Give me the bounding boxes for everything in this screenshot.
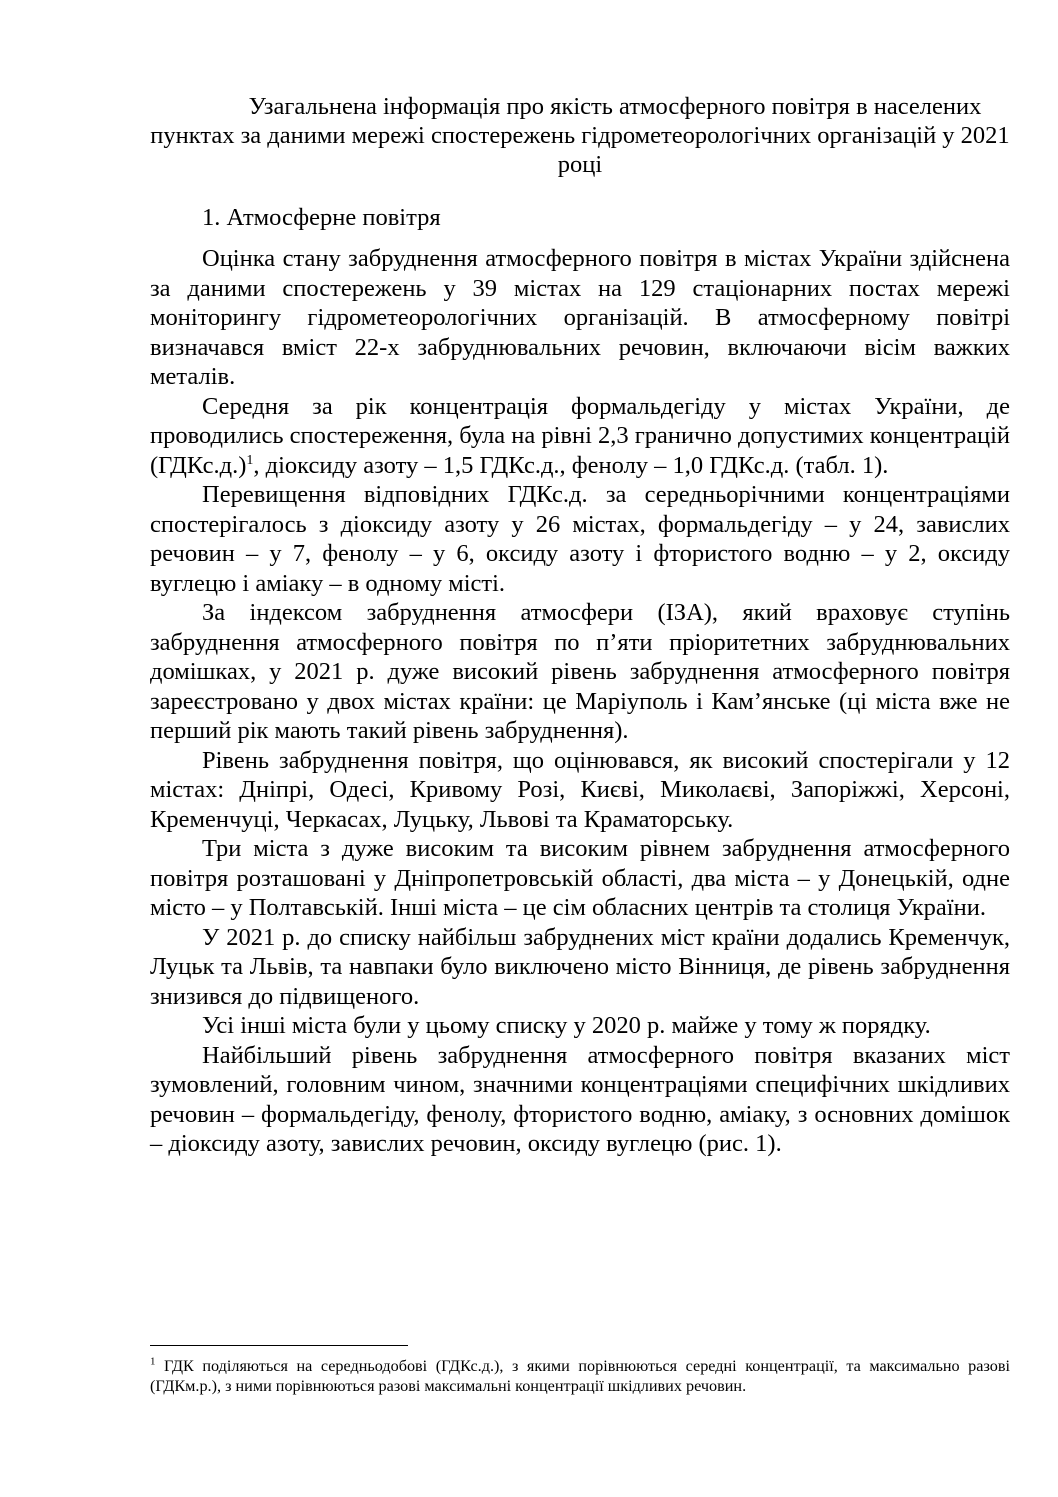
paragraph-with-footnote bbox=[150, 392, 1010, 481]
paragraph: Найбільший рівень забруднення атмосферного повітря вказаних міст зумовлений, головним чином, значними концентраціями специфічних шкідливих речовин – формальдегіду, фенолу, фтористого водню, аміаку, з основних домішок – діоксиду азоту, завислих речовин, оксиду вуглецю (рис. 1). bbox=[150, 1041, 1010, 1157]
section-heading: 1. Атмосферне повітря bbox=[202, 204, 441, 231]
footnote-marker: 1 bbox=[150, 1355, 156, 1368]
paragraph-text: , діоксиду азоту – 1,5 ГДКс.д., фенолу – 1,0 ГДКс.д. (табл. 1). bbox=[253, 451, 889, 479]
footnote-divider bbox=[150, 1345, 408, 1346]
document-title: Узагальнена інформація про якість атмосферного повітря в населених пунктах за даними мережі спостережень гідрометеорологічних організацій у 2021 році bbox=[150, 93, 1010, 178]
footnote-text: ГДК поділяються на середньодобові (ГДКс.д.), з якими порівнюються середні концентрації, та максимально разові (ГДКм.р.), з ними порівнюються разові максимальні концентрації шкідливих речовин. bbox=[150, 1357, 1010, 1395]
paragraph: У 2021 р. до списку найбільш забруднених міст країни додались Кременчук, Луцьк та Львів, та навпаки було виключено місто Вінниця, де рівень забруднення знизився до підвищеного. bbox=[150, 923, 1010, 1010]
paragraph: Рівень забруднення повітря, що оцінювався, як високий спостерігали у 12 містах: Дніпрі, Одесі, Кривому Розі, Києві, Миколаєві, Запоріжжі, Херсоні, Кременчуці, Черкасах, Луцьку, Львові та Краматорську. bbox=[150, 746, 1010, 833]
paragraph-text: Середня за рік концентрація формальдегіду у містах України, де проводились спостереження, була на рівні 2,3 гранично допустимих концентрацій (ГДКс.д.) bbox=[150, 392, 1010, 479]
footnote bbox=[150, 1356, 1010, 1396]
paragraph: Три міста з дуже високим та високим рівнем забруднення атмосферного повітря розташовані у Дніпропетровській області, два міста – у Донецькій, одне місто – у Полтавській. Інші міста – це сім обласних центрів та столиця України. bbox=[150, 835, 1010, 921]
document-page bbox=[150, 92, 1010, 1159]
paragraph: Перевищення відповідних ГДКс.д. за середньорічними концентраціями спостерігалось з діоксиду азоту у 26 містах, формальдегіду – у 24, завислих речовин – у 7, фенолу – у 6, оксиду азоту і фтористого водню – у 2, оксиду вуглецю і аміаку – в одному місті. bbox=[150, 481, 1010, 597]
paragraph: Оцінка стану забруднення атмосферного повітря в містах України здійснена за даними спостережень у 39 містах на 129 стаціонарних постах мережі моніторингу гідрометеорологічних організацій. В атмосферному повітрі визначався вміст 22-х забруднювальних речовин, включаючи вісім важких металів. bbox=[150, 245, 1010, 390]
footnote-reference[interactable]: 1 bbox=[246, 452, 254, 468]
paragraph: Усі інші міста були у цьому списку у 2020 р. майже у тому ж порядку. bbox=[202, 1012, 931, 1039]
paragraph: За індексом забруднення атмосфери (ІЗА), який враховує ступінь забруднення атмосферного повітря по п’яти пріоритетних забруднювальних домішках, у 2021 р. дуже високий рівень забруднення атмосферного повітря зареєстровано у двох містах країни: це Маріуполь і Кам’янське (ці міста вже не перший рік мають такий рівень забруднення). bbox=[150, 599, 1010, 744]
